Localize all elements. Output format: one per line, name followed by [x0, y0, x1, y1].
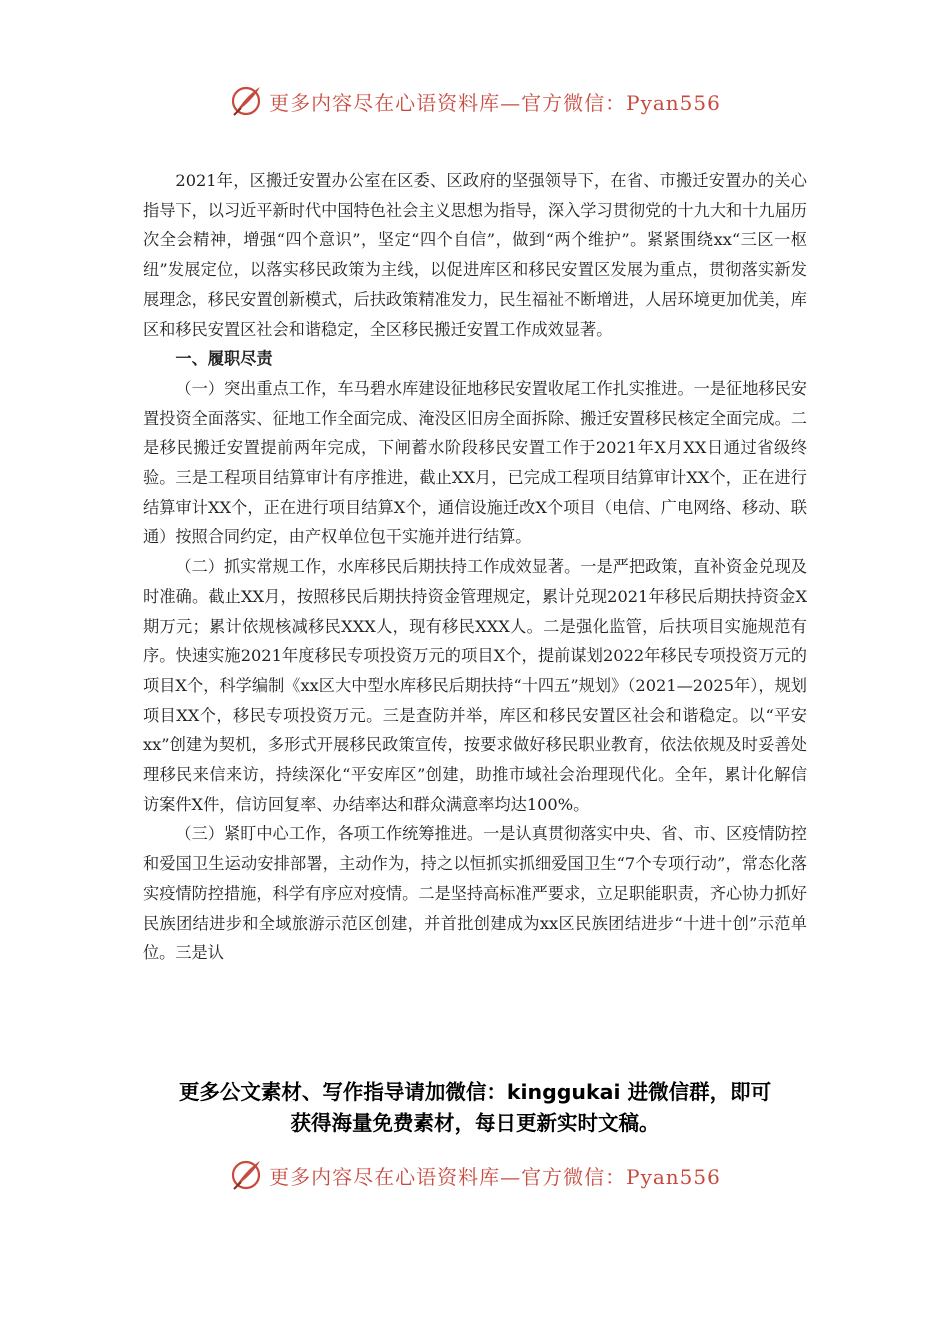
quill-pen-logo-icon — [229, 1158, 263, 1192]
section-paragraph-2: （二）抓实常规工作，水库移民后期扶持工作成效显著。一是严把政策，直补资金兑现及时准确。截止XX月，按照移民后期扶持资金管理规定，累计兑现2021年移民后期扶持资金X期万元；累计依规核减移民XXX人，现有移民XXX人。二是强化监管，后扶项目实施规范有序。快速实施2021年度移民专项投资万元的项目X个，提前谋划2022年移民专项投资万元的项目X个，科学编制《xx区大中型水库移民后期扶持“十四五”规划》（2021—2025年），规划项目XX个，移民专项投资万元。三是查防并举，库区和移民安置区社会和谐稳定。以“平安xx”创建为契机，多形式开展移民政策宣传，按要求做好移民职业教育，依法依规及时妥善处理移民来信来访，持续深化“平安库区”创建，助推市域社会治理现代化。全年，累计化解信访案件X件，信访回复率、办结率达和群众满意率均达100%。 — [143, 557, 807, 814]
header-banner — [0, 84, 950, 118]
section-heading: 一、履职尽责 — [175, 349, 273, 369]
section-paragraph-1: （一）突出重点工作，车马碧水库建设征地移民安置收尾工作扎实推进。一是征地移民安置投资全面落实、征地工作全面完成、淹没区旧房全面拆除、搬迁安置移民核定全面完成。二是移民搬迁安置提前两年完成，下闸蓄水阶段移民安置工作于2021年X月XX日通过省级终验。三是工程项目结算审计有序推进，截止XX月，已完成工程项目结算审计XX个，正在进行结算审计XX个，正在进行项目结算X个，通信设施迁改X个项目（电信、广电网络、移动、联通）按照合同约定，由产权单位包干实施并进行结算。 — [143, 378, 807, 547]
header-banner-text: 更多内容尽在心语资料库—官方微信：Pyan556 — [269, 90, 721, 115]
document-body — [143, 166, 807, 968]
promo-notice — [0, 1077, 950, 1139]
promo-line-2: 获得海量免费素材，每日更新实时文稿。 — [290, 1111, 660, 1135]
section-paragraph-3: （三）紧盯中心工作，各项工作统筹推进。一是认真贯彻落实中央、省、市、区疫情防控和爱国卫生运动安排部署，主动作为，持之以恒抓实抓细爱国卫生“7个专项行动”，常态化落实疫情防控措施，科学有序应对疫情。二是坚持高标准严要求，立足职能职责，齐心协力抓好民族团结进步和全域旅游示范区创建，并首批创建成为xx区民族团结进步“十进十创”示范单位。三是认 — [143, 824, 807, 963]
promo-line-1: 更多公文素材、写作指导请加微信：kinggukai 进微信群，即可 — [178, 1080, 772, 1104]
intro-paragraph: 2021年，区搬迁安置办公室在区委、区政府的坚强领导下，在省、市搬迁安置办的关心指导下，以习近平新时代中国特色社会主义思想为指导，深入学习贯彻党的十九大和十九届历次全会精神，增强“四个意识”，坚定“四个自信”，做到“两个维护”。紧紧围绕xx“三区一枢纽”发展定位，以落实移民政策为主线，以促进库区和移民安置区发展为重点，贯彻落实新发展理念，移民安置创新模式，后扶政策精准发力，民生福祉不断增进，人居环境更加优美，库区和移民安置区社会和谐稳定，全区移民搬迁安置工作成效显著。 — [143, 171, 807, 339]
footer-banner — [0, 1158, 950, 1192]
footer-banner-text: 更多内容尽在心语资料库—官方微信：Pyan556 — [269, 1164, 721, 1189]
quill-pen-logo-icon — [229, 84, 263, 118]
